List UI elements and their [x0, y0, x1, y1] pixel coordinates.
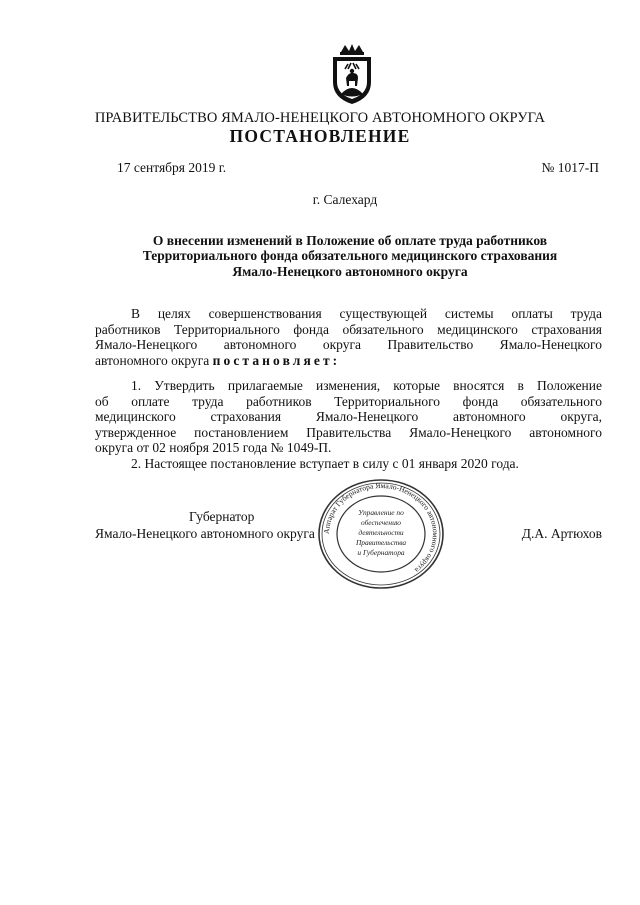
document-subject — [95, 233, 605, 279]
stamp-line: Управление по — [358, 508, 404, 517]
body-line — [95, 353, 602, 369]
stamp-line: и Губернатора — [357, 548, 405, 557]
clause-line: утвержденное постановлением Правительства Ямало-Ненецкого автономного — [95, 424, 602, 440]
clause-line: 2. Настоящее постановление вступает в силу с 01 января 2020 года. — [131, 455, 519, 471]
stamp-line: деятельности — [358, 528, 404, 537]
preamble-paragraph — [95, 306, 602, 368]
clauses-block — [95, 378, 602, 472]
document-type: ПОСТАНОВЛЕНИЕ — [229, 126, 411, 146]
clause-line: 1. Утвердить прилагаемые изменения, которые вносятся в Положение — [131, 378, 602, 393]
clause-line: об оплате труда работников Территориального фонда обязательного — [95, 393, 602, 409]
subject-line: Ямало-Ненецкого автономного округа — [232, 263, 468, 279]
body-line: Ямало-Ненецкого автономного округа Правительство Ямало-Ненецкого — [95, 337, 602, 353]
clause-line: медицинского страхования Ямало-Ненецкого автономного округа, — [95, 409, 602, 425]
signatory-title: Губернатор — [189, 509, 255, 524]
coat-of-arms-icon — [327, 42, 377, 106]
document-date: 17 сентября 2019 г. — [117, 160, 227, 175]
stamp-ring-text: Аппарат Губернатора Ямало-Ненецкого автономного округа — [321, 480, 441, 575]
stamp-line: обеспечению — [360, 518, 402, 527]
body-line: В целях совершенствования существующей системы оплаты труда — [131, 306, 602, 321]
body-line: работников Территориального фонда обязательного медицинского страхования — [95, 321, 602, 337]
signatory-name: Д.А. Артюхов — [521, 526, 602, 541]
document-number: № 1017-П — [541, 160, 599, 175]
resolves-keyword: постановляет: — [212, 352, 341, 368]
subject-line: О внесении изменений в Положение об оплате труда работников — [152, 233, 548, 248]
body-text: автономного округа — [95, 352, 213, 368]
subject-line: Территориального фонда обязательного медицинского страхования — [142, 248, 558, 264]
stamp-line: Правительства — [355, 538, 407, 547]
signatory-region: Ямало-Ненецкого автономного округа — [95, 526, 315, 541]
clause-line: округа от 02 ноября 2015 года № 1049-П. — [95, 440, 332, 456]
government-name: ПРАВИТЕЛЬСТВО ЯМАЛО-НЕНЕЦКОГО АВТОНОМНОГО ОКРУГА — [94, 110, 546, 126]
official-stamp — [316, 478, 446, 590]
document-city: г. Салехард — [312, 192, 378, 207]
